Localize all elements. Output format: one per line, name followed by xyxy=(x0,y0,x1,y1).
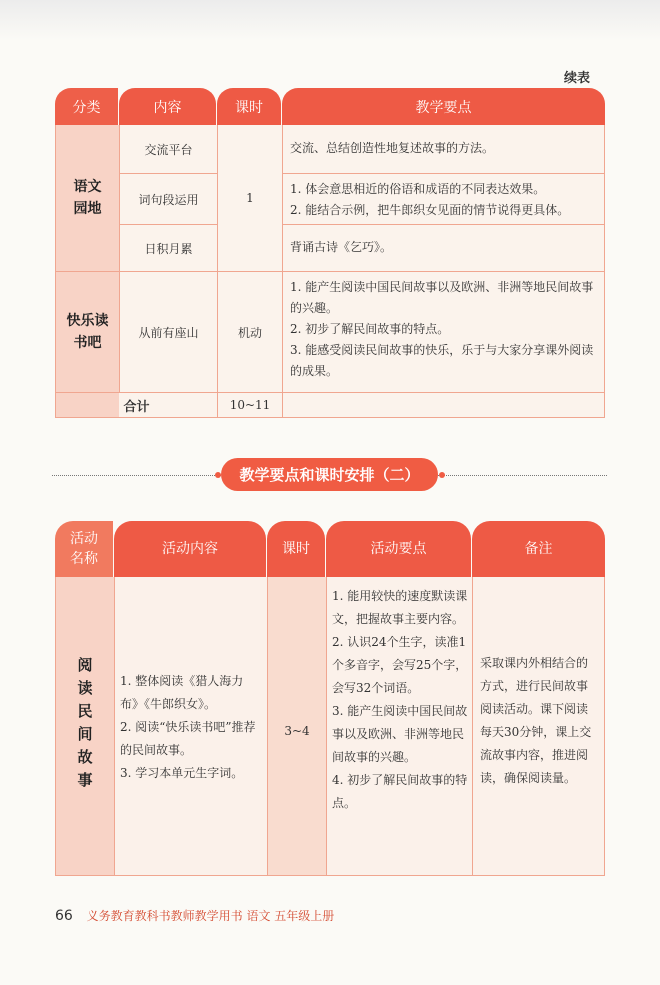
header-category: 分类 xyxy=(55,88,118,125)
header-hours: 课时 xyxy=(217,88,281,125)
activity-hours: 3~4 xyxy=(284,724,310,738)
table-continued xyxy=(55,88,605,418)
page-footer xyxy=(55,907,334,924)
activity-content-list: 1. 整体阅读《猎人海力布》《牛郎织女》。 2. 阅读“快乐读书吧”推荐的民间故事。 3. 学习本单元生字词。 xyxy=(120,674,256,780)
header-activity-name: 活动名称 xyxy=(55,521,113,577)
hours-group1: 1 xyxy=(246,191,254,205)
activity-note: 采取课内外相结合的方式，进行民间故事阅读活动。课下阅读每天30分钟，课上交流故事内容，推进阅读，确保阅读量。 xyxy=(480,656,592,785)
section-dot-right xyxy=(439,472,445,478)
points-row3: 背诵古诗《乞巧》。 xyxy=(290,240,393,254)
page-number: 66 xyxy=(55,908,73,924)
header-content: 内容 xyxy=(119,88,216,125)
header-teaching-points: 教学要点 xyxy=(282,88,605,125)
total-hours: 10~11 xyxy=(229,398,271,412)
points-group2: 1. 能产生阅读中国民间故事以及欧洲、非洲等地民间故事的兴趣。 2. 初步了解民间故事的特点。 3. 能感受阅读民间故事的快乐，乐于与大家分享课外阅读的成果。 xyxy=(290,280,594,378)
continued-label: 续表 xyxy=(563,71,590,86)
points-row1: 交流、总结创造性地复述故事的方法。 xyxy=(290,141,495,155)
section-title: 教学要点和课时安排（二） xyxy=(221,458,438,491)
activity-name: 阅读民间故事 xyxy=(75,657,94,795)
book-title: 义务教育教科书教师教学用书 语文 五年级上册 xyxy=(86,909,335,923)
category-kuaile-dushuba: 快乐读 书吧 xyxy=(66,313,109,351)
table-body xyxy=(55,125,605,418)
header-activity-points: 活动要点 xyxy=(326,521,471,577)
category-yuwen-yuandi: 语文 园地 xyxy=(73,179,102,217)
activity-points-list: 1. 能用较快的速度默读课文，把握故事主要内容。 2. 认识24个生字，读准1个多音字，会写25个字，会写32个词语。 3. 能产生阅读中国民间故事以及欧洲、非洲等地民间故事的兴趣。 4. 初步了解民间故事的特点。 xyxy=(332,589,468,810)
total-label: 合计 xyxy=(123,399,150,415)
page-top-shadow xyxy=(0,0,660,40)
content-jiaoliu-pingtai: 交流平台 xyxy=(144,142,193,157)
hours-group2: 机动 xyxy=(237,325,262,340)
activity-table xyxy=(55,521,605,876)
content-congqian-youzuoshan: 从前有座山 xyxy=(138,325,199,340)
header-note: 备注 xyxy=(472,521,605,577)
content-riji-yuelei: 日积月累 xyxy=(144,241,193,256)
header-activity-content: 活动内容 xyxy=(114,521,266,577)
content-ciju-duan-yunyong: 词句段运用 xyxy=(138,192,199,207)
activity-table-body xyxy=(55,577,605,876)
points-row2: 1. 体会意思相近的俗语和成语的不同表达效果。 2. 能结合示例，把牛郎织女见面的情节说得更具体。 xyxy=(290,182,570,217)
header-hours: 课时 xyxy=(267,521,325,577)
